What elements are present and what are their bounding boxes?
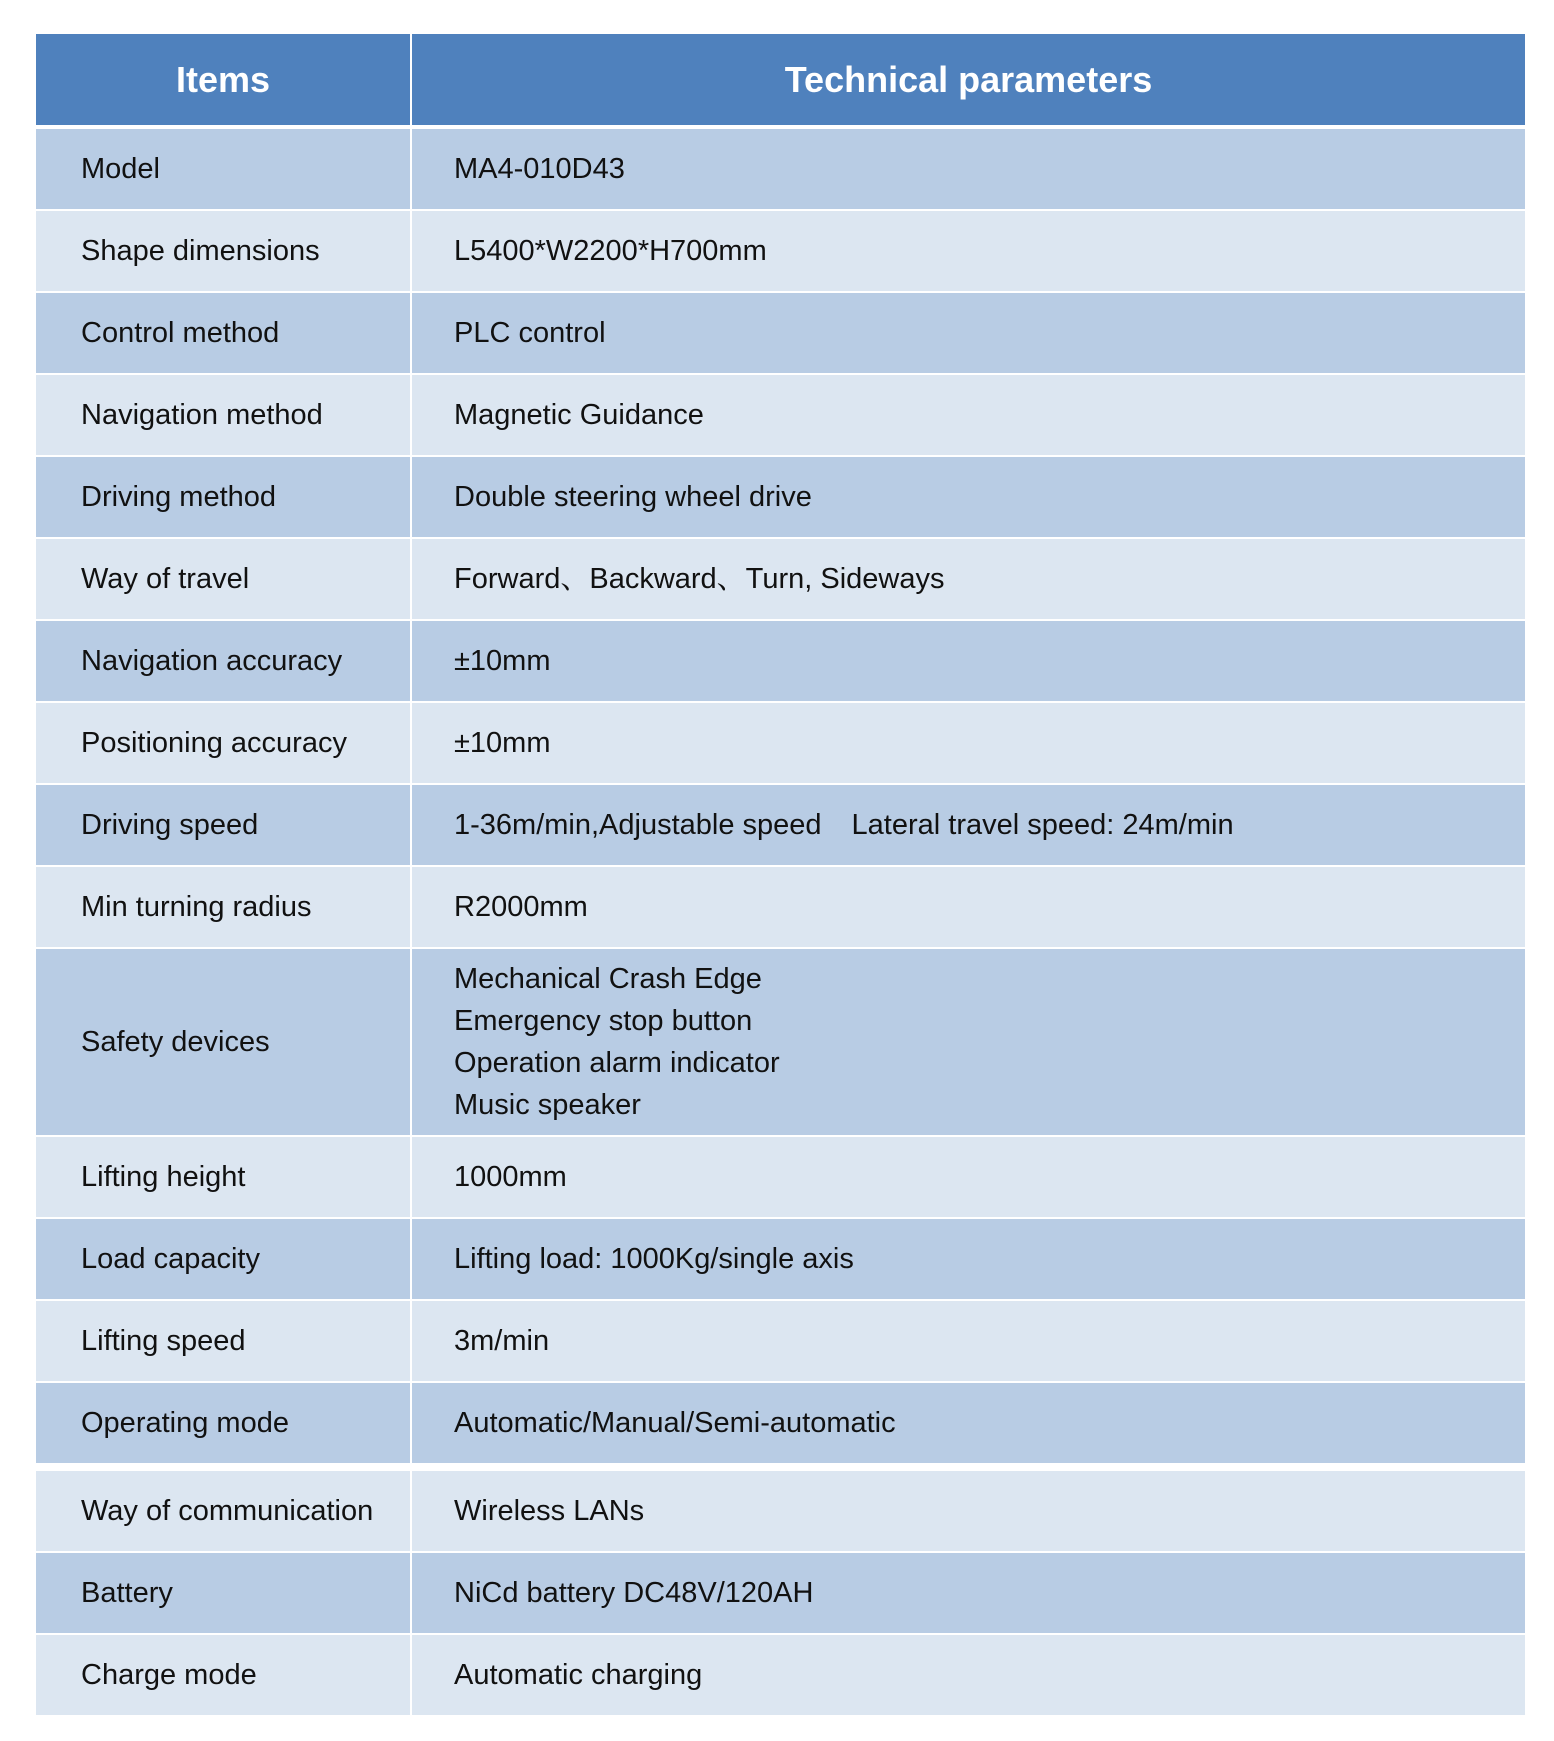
row-value: 3m/min — [412, 1301, 1525, 1383]
row-value: MA4-010D43 — [412, 129, 1525, 211]
row-label: Driving speed — [36, 785, 412, 867]
row-label: Min turning radius — [36, 867, 412, 949]
row-value: L5400*W2200*H700mm — [412, 211, 1525, 293]
table-row — [36, 293, 1525, 375]
row-label: Model — [36, 129, 412, 211]
row-value: NiCd battery DC48V/120AH — [412, 1553, 1525, 1635]
row-label: Shape dimensions — [36, 211, 412, 293]
header-items: Items — [36, 34, 412, 129]
table-row — [36, 1635, 1525, 1717]
table-row — [36, 1553, 1525, 1635]
row-value — [412, 949, 1525, 1137]
row-label: Way of travel — [36, 539, 412, 621]
row-value: Automatic/Manual/Semi-automatic — [412, 1383, 1525, 1465]
row-label: Load capacity — [36, 1219, 412, 1301]
row-label: Way of communication — [36, 1465, 412, 1553]
driving-speed-value: 1-36m/min,Adjustable speed — [454, 809, 822, 841]
table-row — [36, 457, 1525, 539]
table-row — [36, 375, 1525, 457]
row-label: Lifting height — [36, 1137, 412, 1219]
row-label: Charge mode — [36, 1635, 412, 1717]
row-value: ±10mm — [412, 703, 1525, 785]
row-label: Safety devices — [36, 949, 412, 1137]
row-label: Navigation accuracy — [36, 621, 412, 703]
safety-device-item: Mechanical Crash Edge — [454, 963, 762, 995]
table-header-row — [36, 34, 1525, 129]
row-label: Lifting speed — [36, 1301, 412, 1383]
row-value — [412, 785, 1525, 867]
row-value: Double steering wheel drive — [412, 457, 1525, 539]
table-row — [36, 211, 1525, 293]
spec-table — [36, 34, 1525, 1717]
table-row — [36, 129, 1525, 211]
row-value: R2000mm — [412, 867, 1525, 949]
row-label: Navigation method — [36, 375, 412, 457]
row-value: Forward、Backward、Turn, Sideways — [412, 539, 1525, 621]
table-row — [36, 621, 1525, 703]
row-label: Driving method — [36, 457, 412, 539]
table-row — [36, 867, 1525, 949]
row-value: Wireless LANs — [412, 1465, 1525, 1553]
table-row — [36, 949, 1525, 1137]
safety-device-item: Music speaker — [454, 1089, 641, 1121]
safety-device-item: Emergency stop button — [454, 1005, 753, 1037]
table-row — [36, 1465, 1525, 1553]
table-row — [36, 1383, 1525, 1465]
row-label: Battery — [36, 1553, 412, 1635]
table-row — [36, 785, 1525, 867]
table-row — [36, 1301, 1525, 1383]
lateral-speed-value: Lateral travel speed: 24m/min — [851, 809, 1234, 841]
row-value: 1000mm — [412, 1137, 1525, 1219]
safety-device-item: Operation alarm indicator — [454, 1047, 780, 1079]
row-value: PLC control — [412, 293, 1525, 375]
table-row — [36, 1219, 1525, 1301]
table-row — [36, 703, 1525, 785]
table-row — [36, 539, 1525, 621]
header-technical-parameters: Technical parameters — [412, 34, 1525, 129]
table-row — [36, 1137, 1525, 1219]
row-value: Automatic charging — [412, 1635, 1525, 1717]
row-value: Lifting load: 1000Kg/single axis — [412, 1219, 1525, 1301]
row-value: Magnetic Guidance — [412, 375, 1525, 457]
row-label: Control method — [36, 293, 412, 375]
row-value: ±10mm — [412, 621, 1525, 703]
row-label: Positioning accuracy — [36, 703, 412, 785]
row-label: Operating mode — [36, 1383, 412, 1465]
